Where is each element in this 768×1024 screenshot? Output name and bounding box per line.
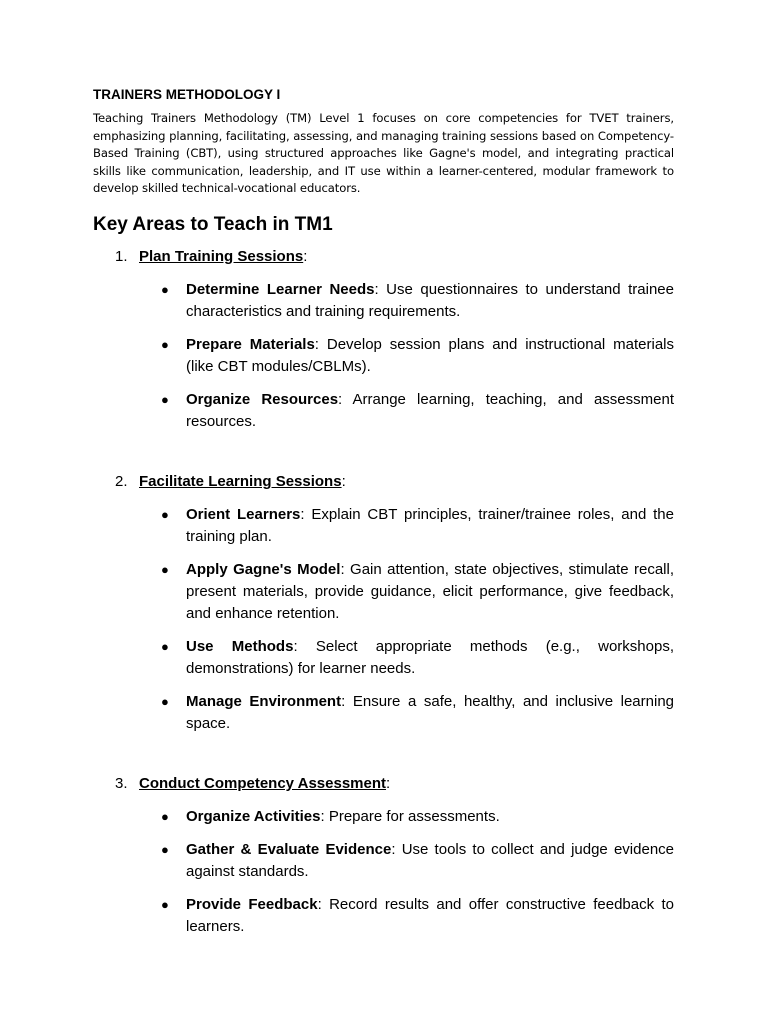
section-heading: Key Areas to Teach in TM1 [93, 213, 333, 235]
bullet-item [161, 279, 674, 323]
bullet-icon: ● [161, 808, 169, 824]
bullet-icon: ● [161, 561, 169, 577]
bullet-icon: ● [161, 391, 169, 407]
bullet-term: Apply Gagne's Model [186, 560, 341, 578]
bullet-item [161, 691, 675, 735]
area-title: Conduct Competency Assessment: [139, 774, 391, 792]
bullet-term: Provide Feedback [186, 895, 318, 913]
bullet-icon: ● [161, 336, 169, 352]
bullet-term: Use Methods [186, 637, 294, 655]
document-page [93, 85, 674, 938]
bullet-text: : Explain CBT principles, trainer/trainee roles, and the training plan. [186, 505, 674, 545]
bullet-icon: ● [161, 506, 169, 522]
bullet-item [161, 334, 674, 378]
bullet-text: : Use tools to collect and judge evidence against standards. [186, 840, 675, 880]
bullet-text: : Record results and offer constructive feedback to learners. [186, 895, 674, 935]
document-title: TRAINERS METHODOLOGY I [93, 87, 281, 102]
area-item [93, 471, 674, 735]
bullet-term: Organize Activities [186, 807, 321, 825]
intro-paragraph: Teaching Trainers Methodology (TM) Level 1 focuses on core competencies for TVET trainers, emphasizing planning, facilitating, assessing, and managing training sessions based on Competency-Based Training (CBT), using structured approaches like Gagne's model, and integrating practical skills like communication, leadership, and IT use within a learner-centered, modular framework to develop skilled technical-vocational educators. [93, 111, 674, 196]
bullet-icon: ● [161, 638, 169, 654]
bullet-list [93, 806, 674, 938]
area-title: Plan Training Sessions: [139, 247, 308, 265]
bullet-term: Determine Learner Needs [186, 280, 375, 298]
bullet-text: : Ensure a safe, healthy, and inclusive learning space. [186, 692, 675, 732]
key-areas-list [93, 246, 674, 938]
bullet-text: : Develop session plans and instructional materials (like CBT modules/CBLMs). [186, 335, 674, 375]
bullet-item [161, 504, 674, 548]
bullet-list [93, 279, 674, 433]
area-title: Facilitate Learning Sessions: [139, 472, 346, 490]
bullet-text: : Select appropriate methods (e.g., workshops, demonstrations) for learner needs. [186, 637, 674, 677]
bullet-item [161, 806, 674, 828]
area-item [93, 246, 674, 433]
bullet-term: Manage Environment [186, 692, 342, 710]
area-title-text: Facilitate Learning Sessions [139, 472, 342, 490]
area-item [93, 773, 674, 938]
bullet-icon: ● [161, 281, 169, 297]
bullet-item [161, 389, 674, 433]
bullet-item [161, 894, 674, 938]
area-title-text: Plan Training Sessions [139, 247, 304, 265]
area-number: 2. [115, 472, 128, 490]
area-number: 1. [115, 247, 128, 265]
bullet-item [161, 559, 675, 625]
bullet-icon: ● [161, 693, 169, 709]
bullet-text: : Prepare for assessments. [320, 807, 500, 825]
area-title-text: Conduct Competency Assessment [139, 774, 387, 792]
bullet-text: : Gain attention, state objectives, stimulate recall, present materials, provide guidance, elicit performance, give feedback, and enhance retention. [186, 560, 675, 622]
bullet-term: Organize Resources [186, 390, 339, 408]
bullet-term: Prepare Materials [186, 335, 315, 353]
bullet-icon: ● [161, 841, 169, 857]
bullet-text: : Arrange learning, teaching, and assessment resources. [186, 390, 674, 430]
bullet-term: Orient Learners [186, 505, 301, 523]
bullet-icon: ● [161, 896, 169, 912]
bullet-list [93, 504, 674, 735]
bullet-item [161, 839, 675, 883]
bullet-term: Gather & Evaluate Evidence [186, 840, 392, 858]
bullet-item [161, 636, 674, 680]
area-number: 3. [115, 774, 128, 792]
bullet-text: : Use questionnaires to understand trainee characteristics and training requirements. [186, 280, 674, 320]
